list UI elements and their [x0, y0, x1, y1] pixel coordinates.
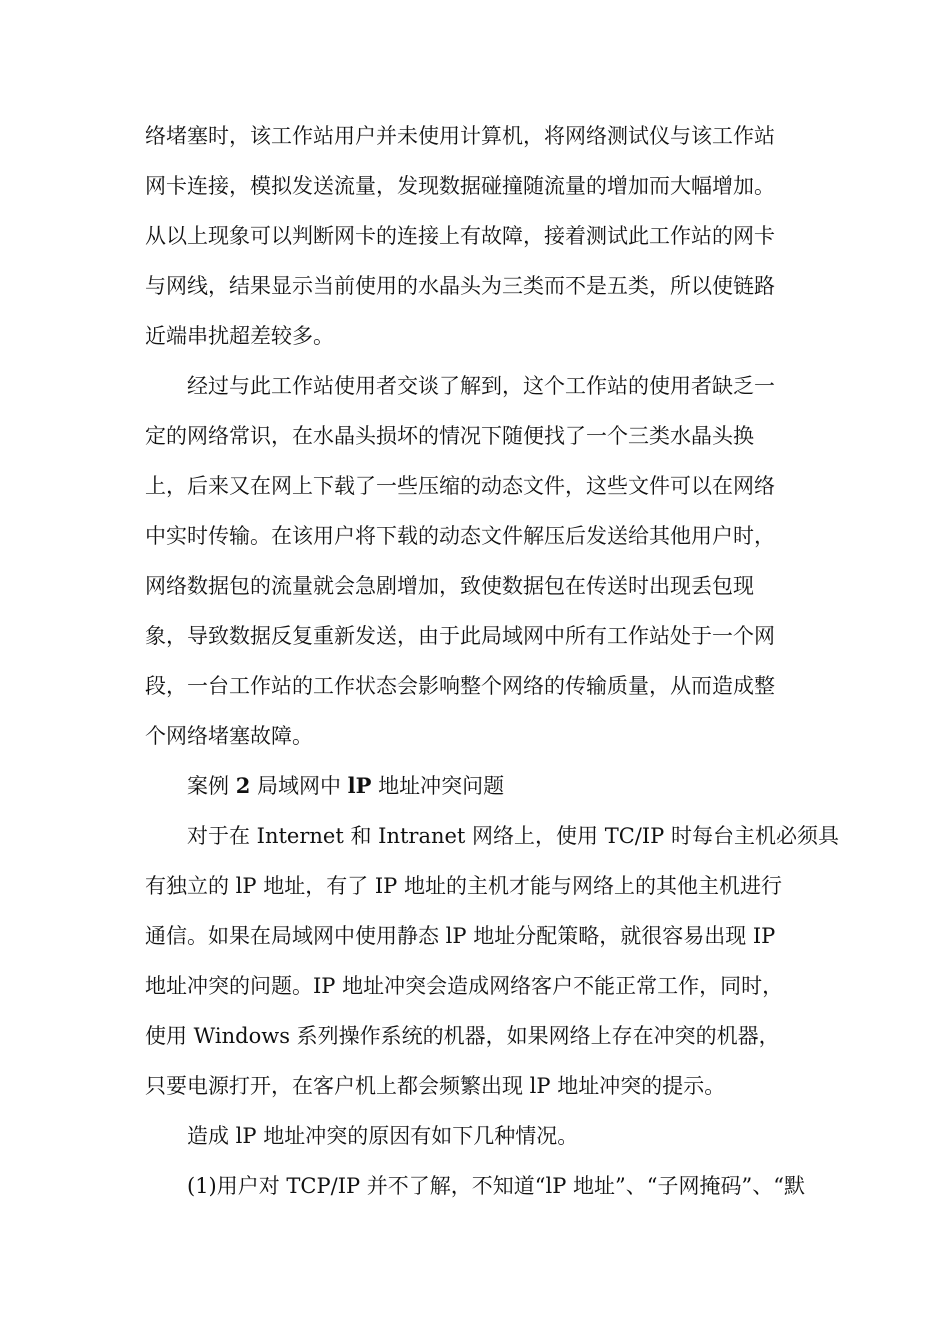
text-line: 定的网络常识，在水晶头损坏的情况下随便找了一个三类水晶头换	[145, 424, 754, 448]
text-line: 网络数据包的流量就会急剧增加，致使数据包在传送时出现丢包现	[145, 574, 754, 598]
text-line: 与网线，结果显示当前使用的水晶头为三类而不是五类，所以使链路	[145, 274, 775, 298]
heading-part-bold: 2	[235, 773, 251, 798]
text-line: 使用 Windows 系列操作系统的机器，如果网络上存在冲突的机器，	[145, 1024, 780, 1048]
text-line: 段，一台工作站的工作状态会影响整个网络的传输质量，从而造成整	[145, 674, 775, 698]
text-line: 造成 lP 地址冲突的原因有如下几种情况。	[187, 1124, 579, 1148]
heading-part: 地址冲突问题	[371, 774, 505, 798]
text-line: 地址冲突的问题。IP 地址冲突会造成网络客户不能正常工作，同时，	[145, 974, 784, 998]
text-line: 只要电源打开，在客户机上都会频繁出现 lP 地址冲突的提示。	[145, 1074, 726, 1098]
text-line: 上，后来又在网上下载了一些压缩的动态文件，这些文件可以在网络	[145, 474, 775, 498]
text-line: 从以上现象可以判断网卡的连接上有故障，接着测试此工作站的网卡	[145, 224, 775, 248]
text-line: 有独立的 lP 地址，有了 IP 地址的主机才能与网络上的其他主机进行	[145, 874, 782, 898]
heading-part: 局域网中	[250, 774, 348, 798]
text-line: 个网络堵塞故障。	[145, 724, 313, 748]
text-line: 通信。如果在局域网中使用静态 lP 地址分配策略，就很容易出现 IP	[145, 924, 776, 948]
text-line: 近端串扰超差较多。	[145, 324, 334, 348]
text-line: 中实时传输。在该用户将下载的动态文件解压后发送给其他用户时，	[145, 524, 775, 548]
heading-part-bold: lP	[347, 773, 372, 798]
text-line: 象，导致数据反复重新发送，由于此局域网中所有工作站处于一个网	[145, 624, 775, 648]
text-line: (1)用户对 TCP/IP 并不了解，不知道“lP 地址”、“子网掩码”、“默	[187, 1174, 806, 1198]
heading-line	[187, 771, 504, 801]
text-line: 网卡连接，模拟发送流量，发现数据碰撞随流量的增加而大幅增加。	[145, 174, 775, 198]
text-line: 络堵塞时，该工作站用户并未使用计算机，将网络测试仪与该工作站	[145, 124, 775, 148]
heading-part: 案例	[187, 774, 236, 798]
text-line: 经过与此工作站使用者交谈了解到，这个工作站的使用者缺乏一	[187, 374, 775, 398]
text-line: 对于在 Internet 和 Intranet 网络上，使用 TC/IP 时每台主机必须具	[187, 824, 839, 848]
